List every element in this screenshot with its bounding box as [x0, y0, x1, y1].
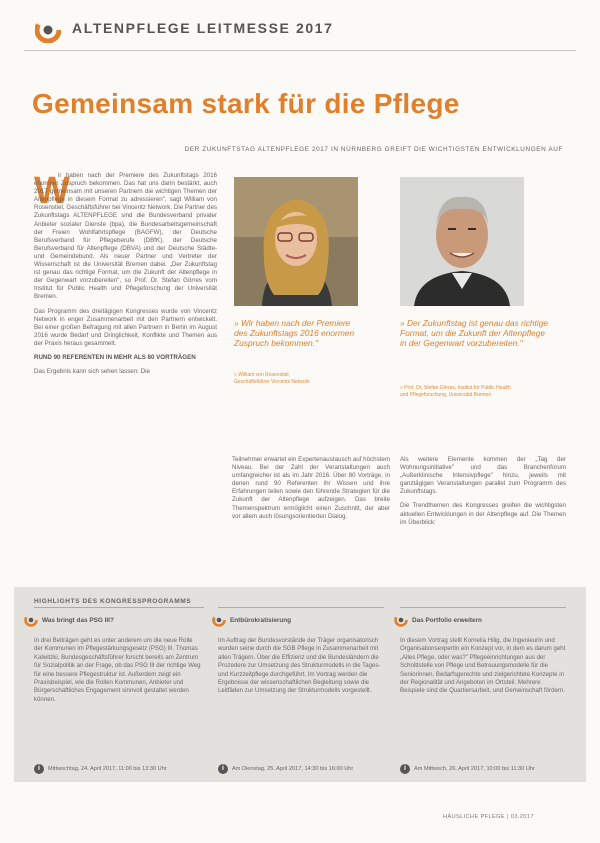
- highlight-date: Am Mittwoch, 26. April 2017, 10:00 bis 11:30 Uhr: [414, 766, 535, 772]
- article-paragraph: ir haben nach der Premiere des Zukunftstags 2016 enormen Zuspruch bekommen. Das hat uns darin bestärkt, auch 2017 gemeinsam mit unseren Partnern die wichtigen Themen der Altenpflege in diesem Format zu adressieren", sagt William von Rosenstiel, Geschäftsführer bei Vincentz Network. Die Partner des Zukunftstags ALTENPFLEGE sind die Bundesverband privater Anbieter sozialer Dienste (bpa), die Bundesarbeitsgemeinschaft der Freien Wohlfahrtspflege (BAGFW), der Deutsche Berufsverband für Pflegeberufe (DBfK), der Deutsche Berufsverband für Altenpflege (DBVA) und der Deutsche Städte- und Gemeindebund. Als neuer Partner und Vertreter der Wissenschaft ist die Universität Bremen dabei. „Der Zukunftstag ist genau das richtige Format, um die Zukunft der Altenpflege in der Gegenwart vorzubereiten", so Prof. Dr. Stefan Görres vom Institut für Public Health und Pflegeforschung der Universität Bremen.: [34, 172, 217, 301]
- altenpflege-logo: [35, 17, 61, 43]
- quote-source: [400, 385, 560, 399]
- article-paragraph: Das Programm des dreitägigen Kongresses wurde von Vincentz Network in enger Zusammenarbeit mit den Partnern entwickelt. Bei einer großen Befragung mit allen Partnern in Berlin im August 2016 wurde Bedarf und Dringlichkeit, Konflikte und Themen aus der Praxis heraus gesammelt.: [34, 307, 217, 347]
- drop-cap: W: [34, 170, 70, 212]
- pull-quote: » Der Zukunftstag ist genau das richtige Format, um die Zukunft der Altenpflege in der Gegenwart vorzubereiten.": [400, 318, 549, 349]
- magazine-section-title: ALTENPFLEGE LEITMESSE 2017: [72, 20, 334, 36]
- info-icon: i: [218, 764, 228, 774]
- quote-source-role: und Pflegeforschung, Universität Bremen: [400, 392, 492, 398]
- highlight-text: In drei Beiträgen geht es unter anderem um die neue Rolle der Kommunen im Pflegestärkungsgesetz (PSG) III. Thomas Kalwitzki, Bundesgeschäftsführer forscht bereits am Zentrum für Sozialpolitik an der Frage, ob das PSG III der richtige Weg für eine bessere Pflegestruktur ist. Außerdem zeigt ein Praxisbeispiel, wie die Rollen Kommunen, Anbieter und Bürgerschaftliches Engagement sinnvoll gestaltet werden können.: [34, 637, 201, 703]
- info-icon: i: [400, 764, 410, 774]
- pull-quote: » Wir haben nach der Premiere des Zukunftstags 2016 enormen Zuspruch bekommen.": [234, 318, 355, 349]
- subheadline: DER ZUKUNFTSTAG ALTENPFLEGE 2017 IN NÜRNBERG GREIFT DIE WICHTIGSTEN ENTWICKLUNGEN AUF: [184, 146, 563, 153]
- highlight-date: Am Dienstag, 25. April 2017, 14:30 bis 16:00 Uhr: [232, 766, 354, 772]
- article-paragraph: Das Ergebnis kann sich sehen lassen: Die: [34, 368, 150, 376]
- quote-source: [234, 372, 364, 386]
- header-divider: [24, 50, 576, 51]
- highlights-divider: [34, 607, 204, 608]
- highlight-text: Im Auftrag der Bundesvorstände der Träger organisatorisch wurden seine durch die SGB Pflege in Zusammenarbeit mit allen Trägern. Über die Effizienz und die Bundesländern die Prozedere zur Umsetzung des Strukturmodells in die Tages- und Kurzzeitpflege durchgeführt. Im Vortrag werden die Ergebnisse der wissenschaftlichen Begleitung sowie die Leitfäden zur Umsetzung der Strukturmodells vorgestellt.: [218, 637, 381, 695]
- highlight-title: Das Portfolio erweitern: [412, 617, 482, 624]
- info-icon: i: [34, 764, 44, 774]
- article-subheading: RUND 90 REFERENTEN IN MEHR ALS 80 VORTRÄGEN: [34, 353, 196, 361]
- quote-source-name: » Prof. Dr. Stefan Görres, Institut für Public Health: [400, 385, 511, 391]
- quote-source-name: » William von Rosenstiel,: [234, 372, 290, 378]
- highlight-date: Mittwochtag, 24. April 2017, 11:00 bis 13:30 Uhr: [48, 766, 167, 772]
- highlights-label: HIGHLIGHTS DES KONGRESSPROGRAMMS: [34, 598, 192, 605]
- article-paragraph: Die Trendthemen des Kongresses greifen die wichtigsten aktuellen Entwicklungen in der Altenpflege auf. Die Themen im Überblick:: [400, 502, 566, 526]
- altenpflege-logo-icon: [394, 613, 408, 627]
- article-column-2: Teilnehmer erwartet ein Expertenaustausch auf höchstem Niveau. Bei der Zahl der Veranstaltungen auch umfangreicher ist als im Jahr 2016. Über 80 Vorträge, in denen rund 90 Referenten ihr Wissen und ihre Erfahrungen teilen sowie den führende Strategien für die Zukunft der Altenpflege aufzeigen. Das breite Themenspektrum ermöglicht einen Zuschnitt, der aber vor allem auch lösungsorientierten Dialog.: [232, 456, 390, 520]
- highlights-divider: [218, 607, 384, 608]
- page-title: Gemeinsam stark für die Pflege: [32, 88, 460, 119]
- portrait-photo-man: [400, 177, 524, 306]
- portrait-photo-woman: [234, 177, 358, 306]
- article-column-3: [400, 456, 566, 527]
- quote-source-role: Geschäftsführer Vincentz Network: [234, 379, 310, 385]
- page-footer: HÄUSLICHE PFLEGE | 03.2017: [443, 814, 534, 820]
- highlight-title: Entbürokratisierung: [230, 617, 292, 624]
- highlight-title: Was bringt das PSG III?: [42, 617, 114, 624]
- altenpflege-logo-icon: [24, 613, 38, 627]
- article-column-1: [34, 172, 217, 382]
- highlight-text: In diesem Vortrag stellt Kornelia Hilig, die Ingenieurin und Organisationsexpertin ein Konzept vor, in dem es darum geht „Alles Pflege, oder was?" Pflegeeinrichtungen aus der Schnittstelle von Pflege und Betreuungsmodelle für die Seniorinnen, Bedarfsgerechte und zielgerichtete Konzepte in der Regionalität und Angeboten im Ortsteil. Mehrere Beispiele sind die Quartiersarbeit, und Gemeinschaft fördern.: [400, 637, 566, 695]
- article-paragraph: Als weitere Elemente kommen der „Tag der Wohnungsinitiative" und das Branchenforum „Außerklinische Intensivpflege" hinzu, jeweils mit ganztägigen Veranstaltungen parallel zum Programm des Zukunftstags.: [400, 456, 566, 496]
- altenpflege-logo-icon: [212, 613, 226, 627]
- highlights-divider: [400, 607, 566, 608]
